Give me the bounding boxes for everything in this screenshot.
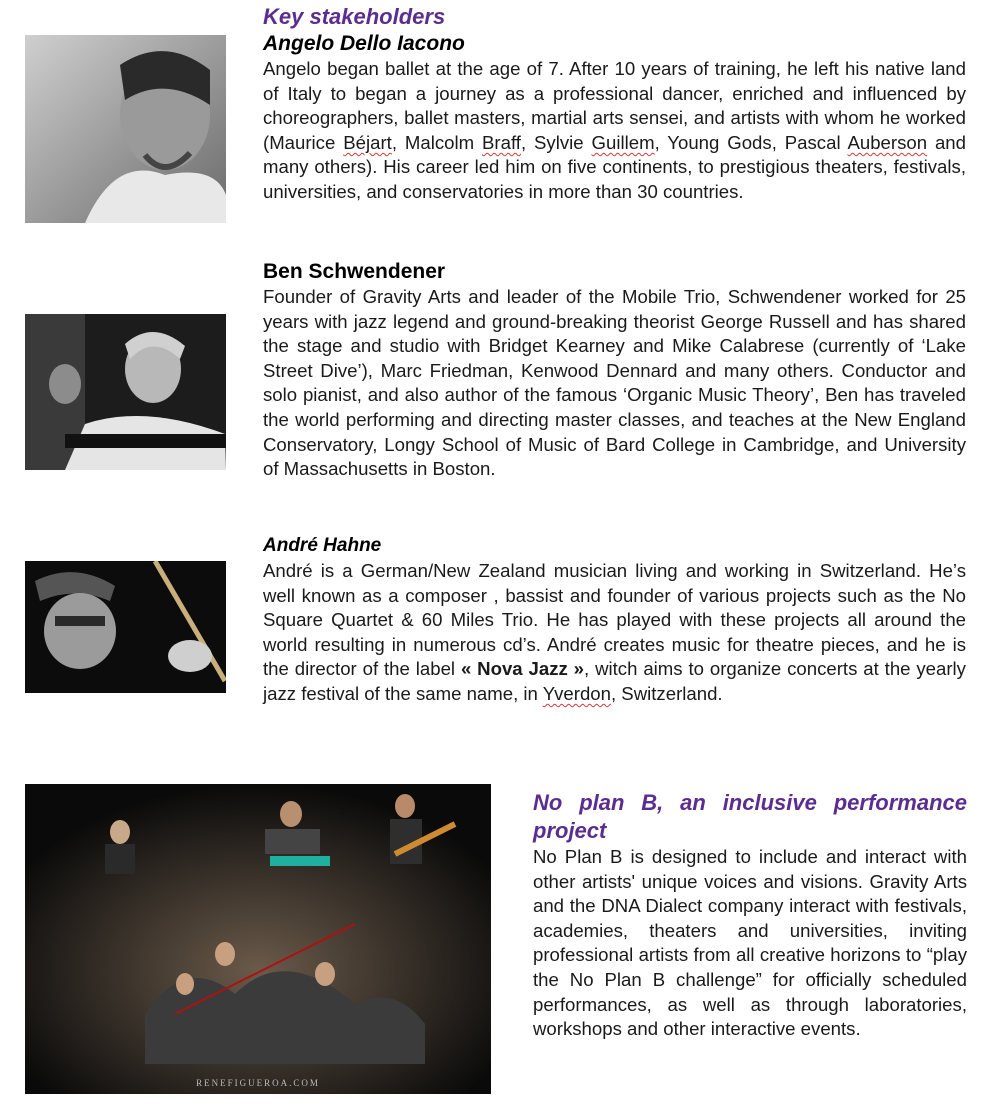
bio-andre-part2b: , Switzerland. [610,682,723,704]
bio-andre-yverdon: Yverdon [542,682,611,704]
bio-andre-part2a: , witch aims to organize concerts at the yearly jazz festival of the same name, in [263,658,966,704]
bio-ben: Founder of Gravity Arts and leader of the Mobile Trio, Schwendener worked for 25 years with jazz legend and ground-breaking theorist George Russell and has shared the stage and studio with Bridget Kearney and Mike Calabrese (currently of ‘Lake Street Dive’), Marc Friedman, Kenwood Dennard and many others. Conductor and solo pianist, and also author of the famous ‘Organic Music Theory’, Ben has traveled the world performing and directing master classes, and teaches at the New England Conservatory, Longy School of Music of Bard College in Cambridge, and University of Massachusetts in Boston. [263,286,966,480]
ben-portrait-photo [25,314,226,470]
person-name-ben: Ben Schwendener [263,260,446,283]
photo-credit: RENEFIGUEROA.COM [196,1078,320,1088]
person-name-angelo: Angelo Dello Iacono [263,32,465,55]
project-body: No Plan B is designed to include and interact with other artists' unique voices and visions. Gravity Arts and the DNA Dialect company interact with festivals, academies, theaters and universities, inviting professional artists from all creative horizons to “play the No Plan B challenge” for officially scheduled performances, as well as through laboratories, workshops and other interactive events. [533,846,967,1040]
bio-andre [263,559,966,707]
project-title: No plan B, an inclusive performance project [533,790,967,843]
bio-angelo: Angelo began ballet at the age of 7. After 10 years of training, he left his native land of Italy to began a journey as a professional dancer, enriched and influenced by choreographers, ballet masters, martial arts sensei, and artists with whom he worked (Maurice Béjart, Malcolm Braff, Sylvie Guillem, Young Gods, Pascal Auberson and many others). His career led him on five continents, to prestigious theaters, festivals, universities, and conservatories in more than 30 countries. [263,58,966,202]
label-name-nova-jazz: « Nova Jazz » [460,658,585,680]
ben-section [263,258,966,482]
section-title: Key stakeholders [263,4,446,29]
angelo-section [263,3,966,205]
bio-andre-part1: André is a German/New Zealand musician living and working in Switzerland. He’s well known as a composer , bassist and founder of various projects such as the No Square Quartet & 60 Miles Trio. He has played with these projects all around the world resulting in numerous cd’s. André creates music for theatre pieces, and he is the director of the label [263,560,966,680]
andre-section [263,533,966,707]
angelo-portrait-photo [25,35,226,223]
person-name-andre: André Hahne [263,535,382,556]
no-plan-b-performance-photo [25,784,491,1094]
project-section [533,789,967,1042]
andre-portrait-photo [25,561,226,693]
